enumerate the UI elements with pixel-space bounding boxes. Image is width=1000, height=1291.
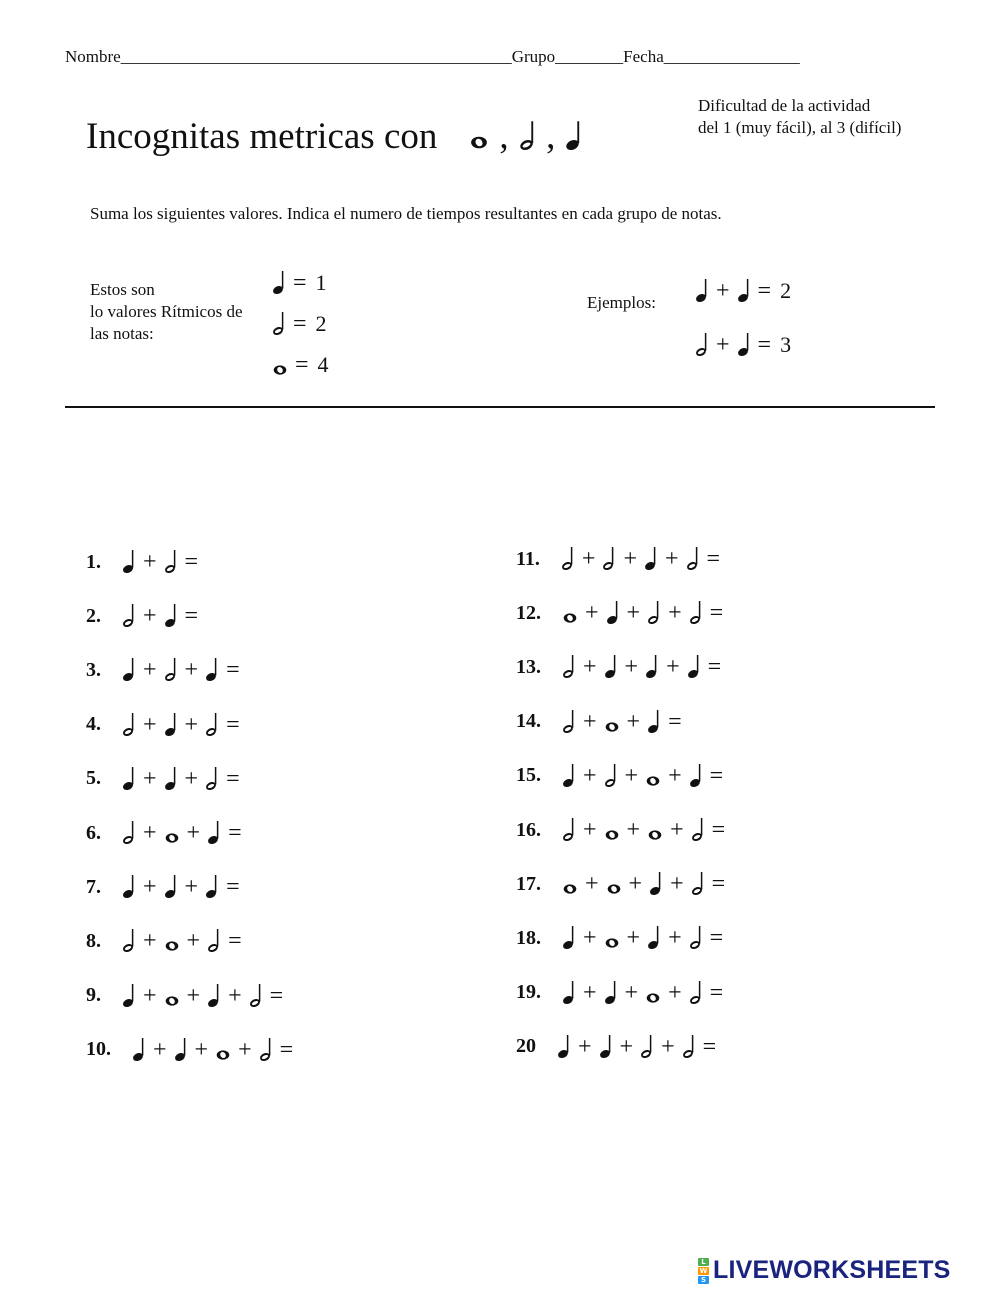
equals-sign: =	[757, 278, 772, 304]
whole-note-icon	[469, 120, 489, 153]
plus-sign: +	[583, 654, 597, 681]
equals-sign: =	[226, 874, 240, 901]
plus-sign: +	[670, 817, 684, 844]
half-note-icon	[562, 817, 576, 843]
plus-sign: +	[583, 925, 597, 952]
half-note-icon	[640, 1034, 654, 1060]
plus-sign: +	[624, 979, 639, 1006]
quarter-note-icon	[604, 654, 618, 680]
plus-sign: +	[670, 871, 684, 898]
quarter-note-icon	[272, 270, 286, 296]
plus-sign: +	[668, 925, 682, 952]
equals-sign: =	[184, 603, 199, 630]
quarter-note-icon	[689, 763, 703, 789]
title-separator: ,	[499, 116, 509, 157]
values-caption-line-1: Estos son	[90, 280, 155, 299]
problem-number: 13.	[516, 655, 541, 678]
quarter-note-icon	[562, 925, 576, 951]
difficulty-line-2: del 1 (muy fácil), al 3 (difícil)	[698, 118, 902, 137]
half-note-icon	[604, 763, 618, 789]
equals-sign: =	[757, 332, 772, 358]
half-note-icon	[272, 311, 286, 337]
problem-row	[86, 752, 340, 806]
plus-sign: +	[665, 546, 679, 573]
whole-note-icon	[164, 983, 180, 1009]
plus-sign: +	[623, 546, 637, 573]
quarter-note-icon	[122, 549, 136, 575]
equals-sign: =	[269, 982, 284, 1009]
whole-note-icon	[562, 600, 578, 626]
brand-text: LIVEWORKSHEETS	[713, 1256, 951, 1284]
value-number: 4	[317, 351, 329, 377]
whole-note-icon	[604, 709, 620, 735]
half-note-icon	[689, 925, 703, 951]
half-note-icon	[695, 332, 709, 358]
value-number: 1	[315, 269, 327, 295]
quarter-note-icon	[604, 980, 618, 1006]
whole-note-icon	[164, 928, 180, 954]
problem-row	[86, 1023, 340, 1077]
problem-row	[516, 911, 772, 965]
problem-row	[86, 806, 340, 860]
plus-sign: +	[661, 1033, 675, 1060]
quarter-note-icon	[687, 654, 701, 680]
half-note-icon	[561, 546, 575, 572]
answer-blank[interactable]	[300, 1038, 340, 1062]
plus-sign: +	[716, 332, 730, 358]
problem-number: 1.	[86, 550, 101, 573]
plus-sign: +	[143, 765, 157, 792]
quarter-note-icon	[606, 600, 620, 626]
plus-sign: +	[143, 657, 157, 684]
plus-sign: +	[184, 657, 199, 684]
equals-sign: =	[226, 711, 240, 738]
fecha-label: Fecha	[623, 47, 664, 66]
nombre-label: Nombre	[65, 47, 121, 66]
whole-note-icon	[604, 925, 620, 951]
plus-sign: +	[186, 820, 201, 847]
problem-number: 11.	[516, 547, 540, 570]
half-note-icon	[689, 980, 703, 1006]
example-row	[695, 318, 791, 372]
problem-number: 12.	[516, 601, 541, 624]
problem-number: 15.	[516, 764, 541, 787]
examples-list	[695, 264, 791, 372]
problem-row	[86, 698, 340, 752]
answer-blank[interactable]	[732, 818, 772, 842]
plus-sign: +	[624, 654, 639, 681]
problems-left-column	[86, 535, 340, 1077]
problem-number: 7.	[86, 875, 101, 898]
answer-blank[interactable]	[205, 550, 245, 574]
answer-blank[interactable]	[730, 601, 770, 625]
whole-note-icon	[272, 352, 288, 378]
half-note-icon	[259, 1037, 273, 1063]
quarter-note-icon	[205, 657, 219, 683]
instructions: Suma los siguientes valores. Indica el numero de tiempos resultantes en cada grupo de notas.	[90, 204, 722, 223]
page-title-text: Incognitas metricas con	[86, 116, 438, 157]
plus-sign: +	[668, 762, 682, 789]
quarter-note-icon	[205, 874, 219, 900]
logo-block: S	[698, 1276, 709, 1284]
quarter-note-icon	[122, 874, 136, 900]
plus-sign: +	[153, 1036, 167, 1063]
quarter-note-icon	[164, 712, 178, 738]
plus-sign: +	[624, 762, 639, 789]
equals-sign: =	[228, 928, 242, 955]
plus-sign: +	[143, 603, 157, 630]
answer-blank[interactable]	[247, 658, 287, 682]
plus-sign: +	[228, 982, 242, 1009]
plus-sign: +	[194, 1036, 209, 1063]
grupo-label: Grupo	[511, 47, 556, 66]
example-row	[695, 264, 791, 318]
values-caption	[90, 279, 270, 345]
problem-number: 5.	[86, 767, 101, 790]
half-note-icon	[686, 546, 700, 572]
problem-row	[86, 969, 340, 1023]
problem-number: 4.	[86, 713, 101, 736]
equals-sign: =	[709, 979, 724, 1006]
answer-blank[interactable]	[723, 1035, 763, 1059]
half-note-icon	[562, 709, 576, 735]
problem-number: 8.	[86, 929, 101, 952]
quarter-note-icon	[695, 278, 709, 304]
quarter-note-icon	[174, 1037, 188, 1063]
half-note-icon	[562, 654, 576, 680]
half-note-icon	[205, 712, 219, 738]
plus-sign: +	[626, 817, 641, 844]
plus-sign: +	[585, 871, 599, 898]
equals-sign: =	[184, 549, 199, 576]
problems-right-column	[516, 532, 772, 1074]
problem-row	[86, 860, 340, 914]
equals-sign: =	[711, 817, 726, 844]
half-note-icon	[682, 1034, 696, 1060]
plus-sign: +	[583, 708, 597, 735]
answer-blank[interactable]	[247, 875, 287, 899]
liveworksheets-logo	[698, 1256, 951, 1285]
equals-sign: =	[706, 546, 721, 573]
equals-sign: =	[709, 762, 724, 789]
problem-row	[86, 589, 340, 643]
problem-row	[516, 749, 772, 803]
equals-sign: =	[707, 654, 722, 681]
plus-sign: +	[143, 874, 157, 901]
equals-sign: =	[293, 269, 307, 296]
plus-sign: +	[626, 925, 641, 952]
grupo-field[interactable]: ________	[555, 47, 624, 66]
plus-sign: +	[668, 979, 682, 1006]
equals-sign: =	[668, 708, 682, 735]
answer-blank[interactable]	[730, 764, 770, 788]
quarter-note-icon	[737, 332, 751, 358]
plus-sign: +	[143, 711, 157, 738]
plus-sign: +	[184, 765, 199, 792]
half-note-icon	[691, 871, 705, 897]
half-note-icon	[205, 766, 219, 792]
half-note-icon	[122, 928, 136, 954]
equals-sign: =	[279, 1036, 294, 1063]
quarter-note-icon	[644, 546, 658, 572]
equals-sign: =	[226, 657, 240, 684]
answer-blank[interactable]	[249, 821, 289, 845]
quarter-note-icon	[645, 654, 659, 680]
value-row	[272, 344, 329, 385]
half-note-icon	[647, 600, 661, 626]
quarter-note-icon	[647, 709, 661, 735]
quarter-note-icon	[122, 766, 136, 792]
values-list	[272, 262, 329, 385]
plus-sign: +	[581, 546, 596, 573]
page-title	[86, 115, 583, 158]
answer-blank[interactable]	[728, 655, 768, 679]
quarter-note-icon	[557, 1034, 571, 1060]
problem-row	[86, 643, 340, 697]
whole-note-icon	[604, 817, 620, 843]
quarter-note-icon	[207, 820, 221, 846]
quarter-note-icon	[207, 983, 221, 1009]
equals-sign: =	[295, 351, 309, 378]
quarter-note-icon	[164, 603, 178, 629]
fecha-field[interactable]: ________________	[663, 47, 800, 66]
plus-sign: +	[585, 600, 599, 627]
problem-number: 18.	[516, 926, 541, 949]
nombre-field[interactable]: ______________________________________________	[120, 47, 512, 66]
half-note-icon	[689, 600, 703, 626]
quarter-note-icon	[647, 925, 661, 951]
logo-block: L	[698, 1258, 709, 1266]
problem-number: 17.	[516, 872, 541, 895]
value-number: 2	[315, 310, 327, 336]
difficulty-line-1: Dificultad de la actividad	[698, 96, 871, 115]
quarter-note-icon	[164, 766, 178, 792]
half-note-icon	[164, 549, 178, 575]
plus-sign: +	[184, 874, 199, 901]
whole-note-icon	[562, 871, 578, 897]
examples-label: Ejemplos:	[587, 293, 656, 312]
whole-note-icon	[647, 817, 663, 843]
answer-blank[interactable]	[727, 547, 767, 571]
values-caption-line-3: las notas:	[90, 324, 154, 343]
half-note-icon	[122, 820, 136, 846]
problem-row	[516, 1020, 772, 1074]
half-note-icon	[164, 657, 178, 683]
half-note-icon	[249, 983, 263, 1009]
problem-number: 16.	[516, 818, 541, 841]
equals-sign: =	[702, 1033, 717, 1060]
value-row	[272, 262, 329, 303]
answer-blank[interactable]	[290, 984, 330, 1008]
difficulty-info	[698, 95, 958, 139]
quarter-note-icon	[122, 657, 136, 683]
problem-number: 20	[516, 1035, 536, 1058]
plus-sign: +	[619, 1033, 634, 1060]
quarter-note-icon	[562, 763, 576, 789]
plus-sign: +	[143, 928, 157, 955]
plus-sign: +	[186, 928, 201, 955]
plus-sign: +	[583, 762, 597, 789]
answer-blank[interactable]	[732, 872, 772, 896]
title-separator: ,	[546, 116, 556, 157]
answer-blank[interactable]	[247, 713, 287, 737]
answer-blank[interactable]	[205, 604, 245, 628]
equals-sign: =	[226, 765, 240, 792]
problem-number: 10.	[86, 1038, 111, 1061]
title-notes	[469, 115, 583, 158]
plus-sign: +	[578, 1033, 592, 1060]
header-fields	[65, 47, 800, 67]
problem-row	[516, 640, 772, 694]
plus-sign: +	[143, 549, 157, 576]
logo-icon	[698, 1258, 709, 1284]
answer-blank[interactable]	[247, 767, 287, 791]
whole-note-icon	[645, 763, 661, 789]
problem-number: 19.	[516, 981, 541, 1004]
problem-row	[516, 803, 772, 857]
answer-blank[interactable]	[730, 926, 770, 950]
half-note-icon	[122, 603, 136, 629]
equals-sign: =	[711, 871, 726, 898]
example-result: 3	[780, 332, 792, 357]
quarter-note-icon	[122, 983, 136, 1009]
quarter-note-icon	[737, 278, 751, 304]
plus-sign: +	[626, 600, 641, 627]
plus-sign: +	[628, 871, 643, 898]
quarter-note-icon	[565, 120, 583, 153]
values-caption-line-2: lo valores Rítmicos de	[90, 302, 243, 321]
plus-sign: +	[583, 817, 597, 844]
answer-blank[interactable]	[249, 929, 289, 953]
plus-sign: +	[716, 278, 730, 304]
problem-row	[86, 535, 340, 589]
half-note-icon	[602, 546, 616, 572]
whole-note-icon	[645, 980, 661, 1006]
example-result: 2	[780, 278, 792, 303]
problem-number: 14.	[516, 710, 541, 733]
answer-blank[interactable]	[689, 710, 729, 734]
plus-sign: +	[668, 600, 682, 627]
plus-sign: +	[626, 708, 641, 735]
equals-sign: =	[293, 310, 307, 337]
problem-row	[516, 532, 772, 586]
problem-row	[516, 586, 772, 640]
half-note-icon	[519, 120, 537, 153]
problem-number: 9.	[86, 984, 101, 1007]
equals-sign: =	[228, 820, 242, 847]
divider	[65, 406, 935, 408]
whole-note-icon	[606, 871, 622, 897]
whole-note-icon	[164, 820, 180, 846]
problem-number: 2.	[86, 604, 101, 627]
problem-row	[86, 914, 340, 968]
half-note-icon	[207, 928, 221, 954]
equals-sign: =	[709, 925, 724, 952]
problem-number: 6.	[86, 821, 101, 844]
quarter-note-icon	[599, 1034, 613, 1060]
quarter-note-icon	[132, 1037, 146, 1063]
quarter-note-icon	[562, 980, 576, 1006]
whole-note-icon	[215, 1037, 231, 1063]
problem-row	[516, 857, 772, 911]
problem-number: 3.	[86, 658, 101, 681]
plus-sign: +	[238, 1036, 252, 1063]
equals-sign: =	[709, 600, 724, 627]
quarter-note-icon	[649, 871, 663, 897]
quarter-note-icon	[164, 874, 178, 900]
plus-sign: +	[143, 820, 157, 847]
plus-sign: +	[583, 979, 597, 1006]
plus-sign: +	[143, 982, 157, 1009]
problem-row	[516, 966, 772, 1020]
half-note-icon	[691, 817, 705, 843]
logo-block: W	[699, 1266, 708, 1275]
half-note-icon	[122, 712, 136, 738]
plus-sign: +	[186, 982, 201, 1009]
problem-row	[516, 695, 772, 749]
answer-blank[interactable]	[730, 981, 770, 1005]
plus-sign: +	[184, 711, 199, 738]
value-row	[272, 303, 329, 344]
plus-sign: +	[666, 654, 680, 681]
